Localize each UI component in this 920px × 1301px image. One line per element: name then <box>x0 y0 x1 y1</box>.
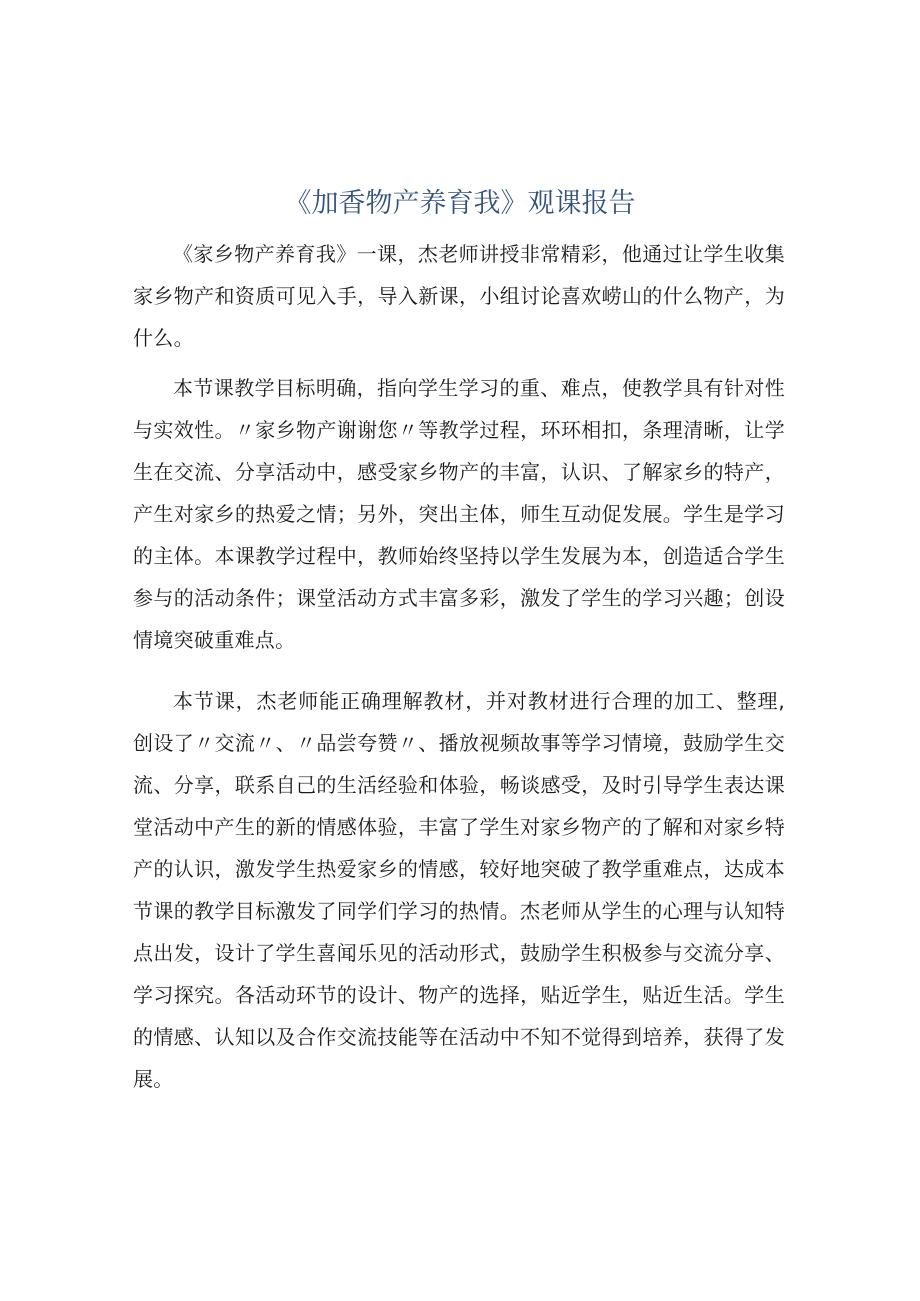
paragraph-evaluation: 本节课，杰老师能正确理解教材，并对教材进行合理的加工、整理,创设了〃交流〃、〃品尝夸赞〃、播放视频故事等学习情境，鼓励学生交流、分享，联系自己的生活经验和体验，畅谈感受，及时引导学生表达课堂活动中产生的新的情感体验，丰富了学生对家乡物产的了解和对家乡特产的认识，激发学生热爱家乡的情感，较好地突破了教学重难点，达成本节课的教学目标激发了同学们学习的热情。杰老师从学生的心理与认知特点出发，设计了学生喜闻乐见的活动形式，鼓励学生积极参与交流分享、学习探究。各活动环节的设计、物产的选择，贴近学生，贴近生活。学生的情感、认知以及合作交流技能等在活动中不知不觉得到培养，获得了发展。 <box>133 689 785 1091</box>
paragraph-objectives: 本节课教学目标明确，指向学生学习的重、难点，使教学具有针对性与实效性。〃家乡物产谢谢您〃等教学过程，环环相扣，条理清晰，让学生在交流、分享活动中，感受家乡物产的丰富，认识、了解家乡的特产，产生对家乡的热爱之情；另外，突出主体，师生互动促发展。学生是学习的主体。本课教学过程中，教师始终坚持以学生发展为本，创造适合学生参与的活动条件；课堂活动方式丰富多彩，激发了学生的学习兴趣；创设情境突破重难点。 <box>133 376 785 652</box>
document-title: 《加香物产养育我》观课报告 <box>284 188 636 219</box>
paragraph-intro: 《家乡物产养育我》一课，杰老师讲授非常精彩，他通过让学生收集家乡物产和资质可见入手，导入新课，小组讨论喜欢崂山的什么物产，为什么。 <box>133 242 785 350</box>
